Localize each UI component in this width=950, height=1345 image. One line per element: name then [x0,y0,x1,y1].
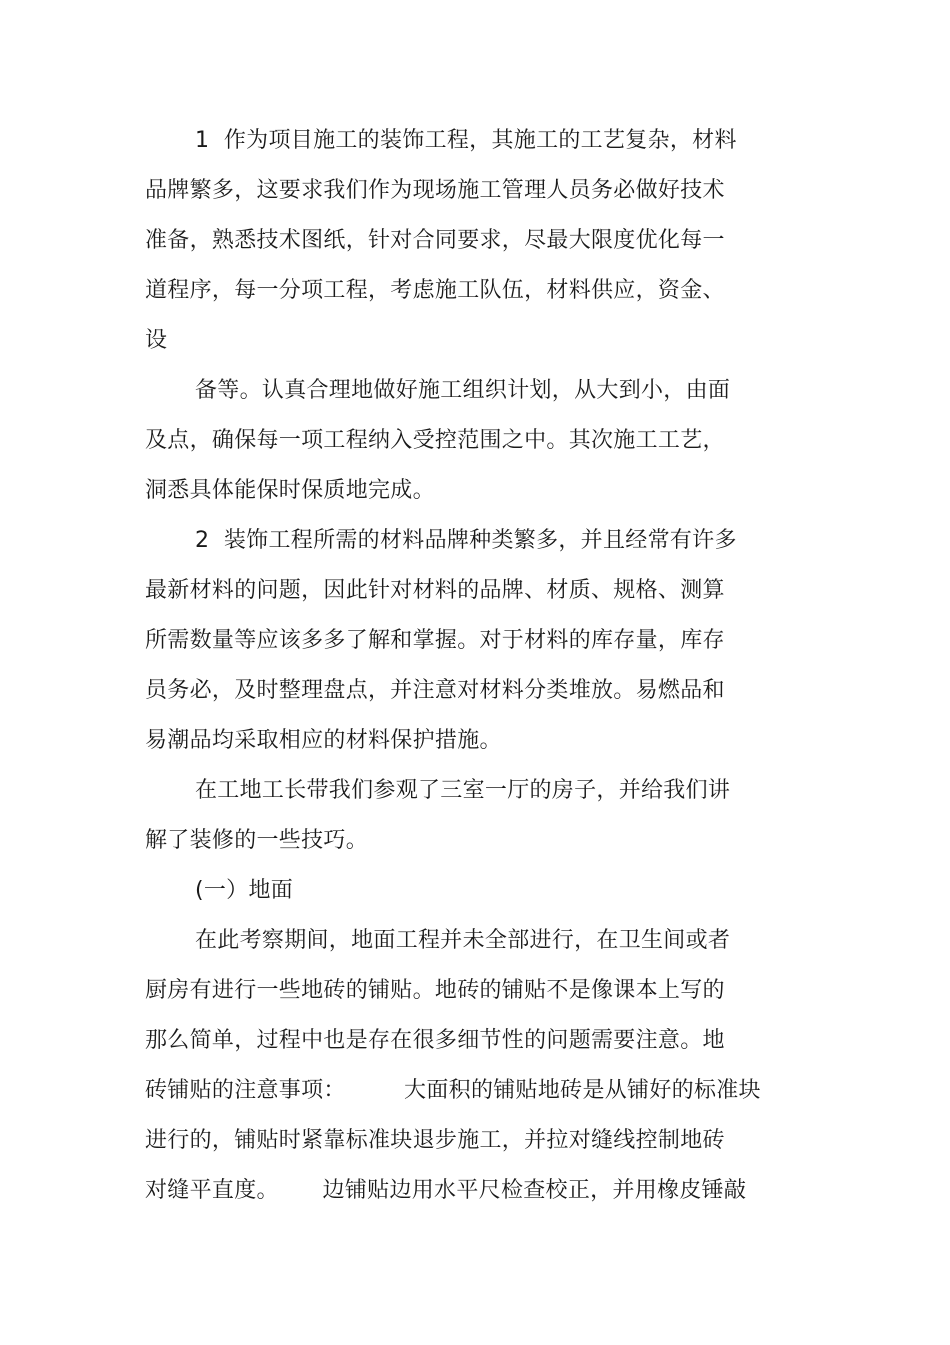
text-line: 易潮品均采取相应的材料保护措施。 [145,728,502,753]
text-line: 最新材料的问题，因此针对材料的品牌、材质、规格、测算 [145,578,725,603]
text-line: 所需数量等应该多多了解和掌握。对于材料的库存量，库存 [145,628,725,653]
text-line: 设 [145,328,168,353]
text-line: 对缝平直度。 边铺贴边用水平尺检查校正，并用橡皮锤敲 [145,1178,747,1203]
text-line: 洞悉具体能保时保质地完成。 [145,478,435,503]
text-line: 品牌繁多，这要求我们作为现场施工管理人员务必做好技术 [145,178,725,203]
text-line: 在此考察期间，地面工程并未全部进行，在卫生间或者 [195,928,731,953]
section-heading: (一）地面 [195,878,294,903]
text-line: 那么简单，过程中也是存在很多细节性的问题需要注意。地 [145,1028,725,1053]
text-line: 厨房有进行一些地砖的铺贴。地砖的铺贴不是像课本上写的 [145,978,725,1003]
text-line: 道程序，每一分项工程，考虑施工队伍，材料供应，资金、 [145,278,725,303]
text-line: 解了装修的一些技巧。 [145,828,369,853]
text-line: 砖铺贴的注意事项： 大面积的铺贴地砖是从铺好的标准块 [145,1078,761,1103]
text-line: 在工地工长带我们参观了三室一厅的房子，并给我们讲 [195,778,731,803]
text-line: 准备，熟悉技术图纸，针对合同要求，尽最大限度优化每一 [145,228,725,253]
text-line: 员务必，及时整理盘点，并注意对材料分类堆放。易燃品和 [145,678,725,703]
text-line: 2 装饰工程所需的材料品牌种类繁多，并且经常有许多 [195,528,737,553]
text-line: 及点，确保每一项工程纳入受控范围之中。其次施工工艺， [145,428,725,453]
text-line: 1 作为项目施工的装饰工程，其施工的工艺复杂，材料 [195,128,737,153]
text-line: 进行的，铺贴时紧靠标准块退步施工，并拉对缝线控制地砖 [145,1128,725,1153]
text-line: 备等。认真合理地做好施工组织计划，从大到小，由面 [195,378,731,403]
